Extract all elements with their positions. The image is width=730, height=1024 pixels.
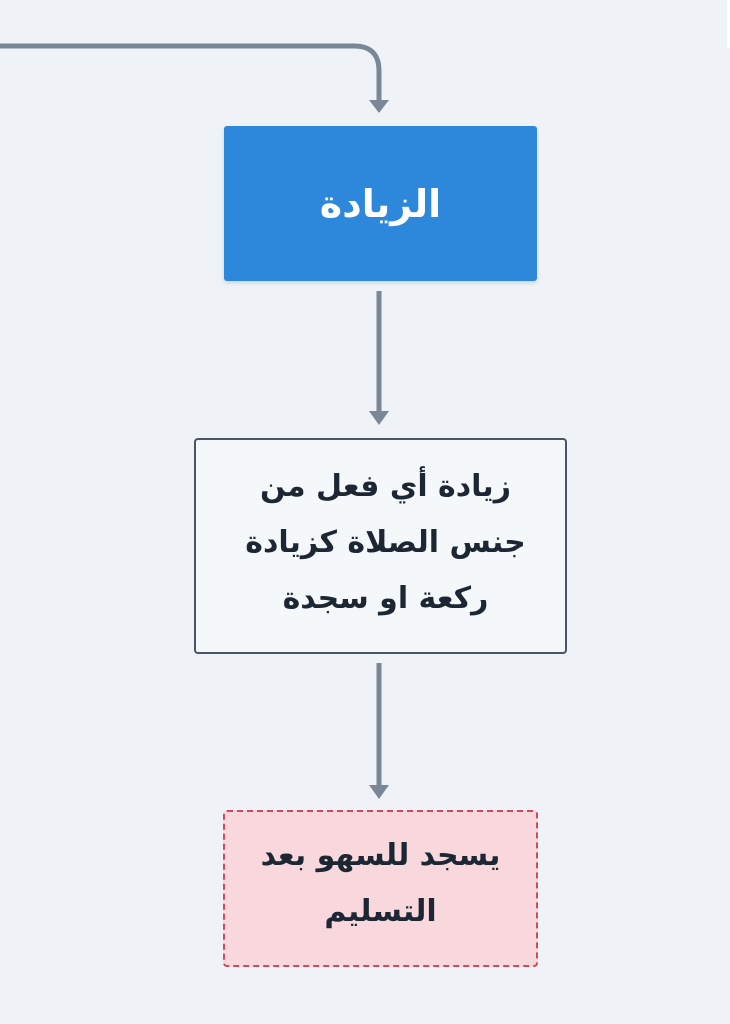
connector-title-to-description-arrowhead bbox=[369, 411, 389, 425]
node-title[interactable] bbox=[224, 126, 537, 281]
node-description[interactable] bbox=[194, 438, 567, 654]
node-title-label: الزيادة bbox=[319, 181, 442, 226]
node-result[interactable] bbox=[223, 810, 538, 967]
connector-incoming-arrowhead bbox=[369, 100, 389, 113]
node-description-label: زيادة أي فعل من جنس الصلاة كزيادة ركعة او سجدة bbox=[245, 469, 526, 616]
connector-description-to-result-arrowhead bbox=[369, 785, 389, 799]
node-result-label: يسجد للسهو بعد التسليم bbox=[260, 837, 501, 929]
connector-incoming bbox=[0, 46, 379, 100]
